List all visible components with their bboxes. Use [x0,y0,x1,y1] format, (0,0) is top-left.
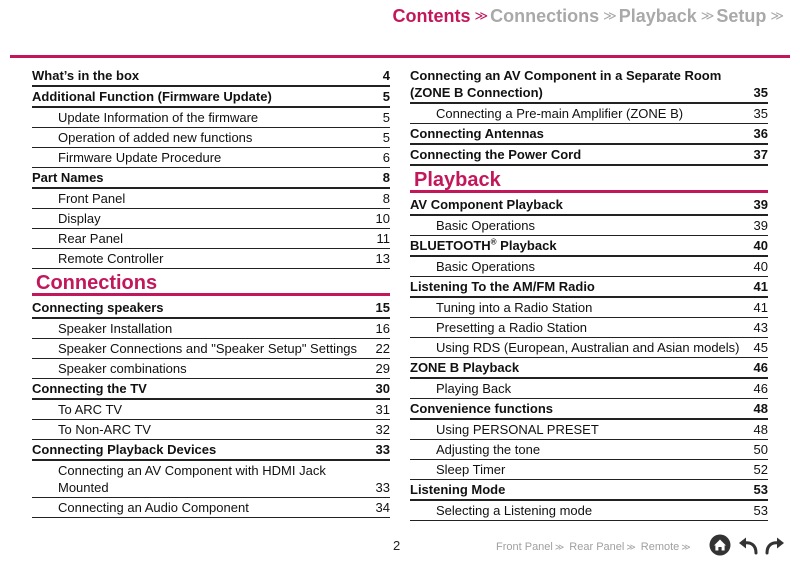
toc-entry[interactable] [32,209,390,229]
toc-entry[interactable] [32,298,390,319]
toc-entry-title-text: Connecting the Power Cord [410,147,582,162]
toc-entry[interactable] [410,298,768,318]
toc-entry[interactable] [410,358,768,379]
top-navigation [392,5,786,27]
toc-entry-page: 53 [753,503,768,518]
toc-entry-title-text: Connecting Antennas [410,126,544,141]
toc-entry[interactable] [410,420,768,440]
toc-entry-title [436,319,734,336]
toc-left-column [32,66,390,518]
toc-entry-page: 46 [753,381,768,396]
toc-connections-list [32,298,390,518]
toc-entry-title-text: AV Component Playback [410,197,563,212]
toc-entry[interactable] [32,379,390,400]
chevron-right-icon: ≫ [681,541,688,552]
toc-entry-title [58,149,356,166]
toc-entry-title-text: Connecting an Audio Component [58,500,249,515]
toc-entry-title [436,441,734,458]
tab-setup[interactable]: Setup [716,5,767,26]
toc-entry-title-text: Update Information of the firmware [58,110,259,125]
toc-entry-title [436,502,734,519]
home-icon[interactable] [709,534,731,556]
toc-entry-page: 52 [753,462,768,477]
toc-entry-title [436,105,734,122]
toc-entry-page: 5 [382,89,390,104]
toc-entry-title [436,258,734,275]
footer-link-front-panel[interactable]: Front Panel [496,541,553,553]
toc-entry[interactable] [32,339,390,359]
toc-entry-title [436,339,740,356]
toc-entry-title-text: To ARC TV [58,402,123,417]
toc-entry[interactable] [32,66,390,87]
toc-entry-title [32,67,356,84]
toc-entry-page: 43 [753,320,768,335]
section-title-connections: Connections [32,269,390,296]
toc-entry[interactable] [410,236,768,257]
toc-entry-title-text: To Non-ARC TV [58,422,151,437]
toc-entry-title-text: ZONE B Playback [410,360,520,375]
toc-entry-page: 33 [375,442,390,457]
toc-entry-page: 8 [382,170,390,185]
toc-entry-title-text: Convenience functions [410,401,554,416]
tab-contents[interactable]: Contents [392,5,471,26]
toc-entry-title-text: Operation of added new functions [58,130,253,145]
toc-entry-title [32,169,356,186]
toc-entry-page: 8 [382,191,390,206]
toc-entry-title [436,421,734,438]
toc-entry-page: 48 [753,422,768,437]
toc-entry-page: 35 [753,106,768,121]
toc-entry-title-text: Playing Back [436,381,512,396]
toc-entry[interactable] [32,400,390,420]
toc-entry-page: 15 [375,300,390,315]
toc-entry-title-text: Adjusting the tone [436,442,541,457]
toc-entry-title [58,230,356,247]
toc-entry[interactable] [32,440,390,461]
toc-entry-page: 37 [753,147,768,162]
footer-navigation [496,541,696,553]
toc-entry-title [58,250,356,267]
toc-entry-title-text: Connecting the TV [32,381,147,396]
toc-entry-title-text: Listening To the AM/FM Radio [410,279,595,294]
toc-entry-title-text: Display [58,211,101,226]
toc-entry-title [32,441,356,458]
toc-entry-title-text: Speaker Installation [58,321,173,336]
toc-entry-title-text: Rear Panel [58,231,124,246]
toc-entry-title [410,146,734,163]
toc-playback-list [410,195,768,521]
toc-entry-title-text: Connecting Playback Devices [32,442,217,457]
toc-left-top-list [32,66,390,269]
toc-entry-title [32,88,356,105]
toc-entry[interactable] [32,148,390,168]
toc-entry-page: 40 [753,259,768,274]
toc-entry-title-text: Connecting a Pre-main Amplifier (ZONE B) [436,106,684,121]
toc-entry-title-text: Front Panel [58,191,126,206]
toc-entry-title [58,462,356,496]
toc-entry[interactable] [410,104,768,124]
chevron-right-icon: ≫ [603,8,613,23]
toc-entry-page: 33 [375,480,390,495]
toc-entry[interactable] [410,379,768,399]
toc-entry-page: 48 [753,401,768,416]
page-number: 2 [393,538,401,553]
toc-entry-page: 53 [753,482,768,497]
toc-entry-title [436,461,734,478]
toc-entry-title-text: Remote Controller [58,251,164,266]
toc-entry-title-text: Connecting an AV Component in a Separate Room (ZONE B Connection) [410,68,722,100]
toc-entry-title-text: Firmware Update Procedure [58,150,222,165]
toc-entry[interactable] [32,128,390,148]
toc-entry-page: 10 [375,211,390,226]
toc-entry-page: 45 [753,340,768,355]
toc-entry-page: 29 [375,361,390,376]
toc-entry[interactable] [32,461,390,498]
toc-entry-title-text: Presetting a Radio Station [436,320,588,335]
toc-entry-page: 13 [375,251,390,266]
toc-entry-page: 39 [753,218,768,233]
toc-entry-title [410,196,734,213]
tab-playback[interactable]: Playback [618,5,697,26]
toc-entry-title [410,400,734,417]
toc-entry[interactable] [32,229,390,249]
chevron-right-icon: ≫ [700,8,711,23]
toc-entry-title-text: Speaker combinations [58,361,187,376]
toc-entry-page: 5 [382,110,390,125]
chevron-right-icon: ≫ [626,541,633,552]
toc-right-top-list [410,66,768,166]
toc-entry-title-text: Selecting a Listening mode [436,503,593,518]
toc-entry-title-text: What’s in the box [32,68,140,83]
toc-entry-title [32,299,356,316]
footer-link-rear-panel[interactable]: Rear Panel [569,541,625,553]
toc-entry-title [436,299,734,316]
toc-entry[interactable] [410,399,768,420]
toc-entry-title [436,380,734,397]
toc-entry-title [410,67,734,101]
chevron-right-icon: ≫ [770,8,780,23]
toc-entry-title [58,421,356,438]
chevron-right-icon: ≫ [554,541,562,552]
toc-entry-page: 30 [375,381,390,396]
toc-entry[interactable] [410,440,768,460]
toc-entry-title [410,237,734,254]
toc-entry-title [58,499,356,516]
toc-entry[interactable] [32,420,390,440]
toc-entry[interactable] [32,108,390,128]
toc-entry-title [410,481,734,498]
toc-entry-title-text: Connecting an AV Component with HDMI Jack Mounted [58,463,326,495]
toc-entry-page: 41 [753,300,768,315]
toc-entry-title [32,380,356,397]
toc-entry-title [436,217,734,234]
toc-entry[interactable] [410,460,768,480]
toc-entry[interactable] [32,249,390,269]
toc-entry-page: 34 [375,500,390,515]
registered-mark: ® [490,237,497,247]
toc-entry-page: 39 [753,197,768,212]
toc-entry-title [58,360,356,377]
forward-arrow-icon[interactable] [763,536,785,556]
toc-entry-page: 31 [375,402,390,417]
toc-entry-page: 6 [382,150,390,165]
toc-entry[interactable] [410,338,768,358]
toc-entry-title-text: Additional Function (Firmware Update) [32,89,272,104]
toc-entry-page: 11 [376,231,390,246]
section-title-playback: Playback [410,166,768,193]
chevron-right-icon: ≫ [474,8,485,23]
toc-entry-title-text: Part Names [32,170,104,185]
toc-right-column [410,66,768,521]
toc-entry[interactable] [32,168,390,189]
toc-entry-page: 4 [382,68,390,83]
back-arrow-icon[interactable] [738,536,760,556]
toc-entry[interactable] [410,257,768,277]
toc-entry[interactable] [410,501,768,521]
toc-entry[interactable] [410,145,768,166]
toc-entry-title-suffix: Playback [496,238,557,253]
toc-entry-title [410,278,734,295]
toc-entry-title [58,190,356,207]
toc-entry-title-text: Speaker Connections and "Speaker Setup" Settings [58,341,358,356]
toc-entry[interactable] [410,66,768,104]
toc-entry[interactable] [410,277,768,298]
toc-entry-title [410,125,734,142]
toc-entry[interactable] [32,87,390,108]
toc-entry-title [58,320,356,337]
toc-entry-title [58,401,356,418]
toc-entry-title-text: Using RDS (European, Australian and Asian models) [436,340,740,355]
toc-entry-title [410,359,734,376]
toc-entry-title-text: Sleep Timer [436,462,506,477]
toc-entry[interactable] [32,498,390,518]
toc-entry-page: 16 [375,321,390,336]
toc-entry-page: 35 [753,85,768,100]
toc-entry-page: 41 [753,279,768,294]
toc-entry[interactable] [410,480,768,501]
toc-entry-page: 5 [382,130,390,145]
toc-entry-title-text: Basic Operations [436,218,535,233]
toc-entry-page: 22 [375,341,390,356]
toc-entry-page: 46 [753,360,768,375]
toc-entry-page: 50 [753,442,768,457]
toc-entry[interactable] [410,216,768,236]
toc-entry-title-text: Basic Operations [436,259,535,274]
toc-entry-title-text: Connecting speakers [32,300,164,315]
toc-entry-page: 36 [753,126,768,141]
toc-entry-title [58,210,356,227]
toc-entry-title [58,109,356,126]
toc-entry-page: 32 [375,422,390,437]
footer-link-remote[interactable]: Remote [640,541,680,553]
toc-entry-title-text: BLUETOOTH [410,238,491,253]
toc-entry[interactable] [32,319,390,339]
toc-entry-title [58,129,356,146]
toc-entry[interactable] [410,318,768,338]
toc-entry[interactable] [32,359,390,379]
toc-entry[interactable] [410,195,768,216]
header-divider [10,55,790,58]
toc-entry-title-text: Listening Mode [410,482,506,497]
toc-entry[interactable] [410,124,768,145]
toc-entry-title [58,340,357,357]
toc-entry-page: 40 [753,238,768,253]
toc-entry[interactable] [32,189,390,209]
toc-entry-title-text: Tuning into a Radio Station [436,300,593,315]
toc-entry-title-text: Using PERSONAL PRESET [436,422,599,437]
tab-connections[interactable]: Connections [490,5,600,26]
